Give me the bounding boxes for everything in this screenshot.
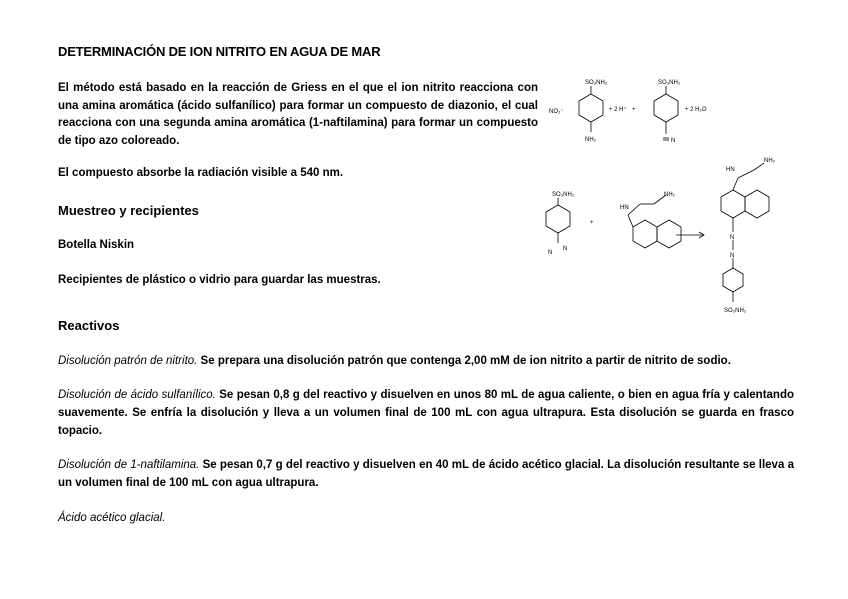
intro-paragraph: El método está basado en la reacción de Griess en el que el ion nitrito reacciona con una amina aromática (ácido sulfanílico) para formar un compuesto de diazonio, el cual reacciona con una segunda amina aromática (1-naftilamina) para formar un compuesto de tipo azo coloreado. — [58, 82, 538, 147]
reaction-scheme-coupling — [528, 150, 798, 320]
reagent-lead: Disolución patrón de nitrito. — [58, 355, 198, 367]
scheme-label: N — [730, 235, 735, 241]
reagent-lead: Disolución de 1-naftilamina. — [58, 459, 200, 471]
scheme-label: NH₂ — [664, 192, 675, 198]
scheme-label: N — [671, 138, 676, 144]
benzene-ring — [546, 205, 570, 233]
reagent-paragraph — [58, 386, 794, 440]
scheme-label: NH₂ — [764, 158, 775, 164]
scheme-label: SO₃NH₂ — [658, 80, 681, 86]
scheme-label: N — [563, 246, 568, 252]
scheme-label: + — [590, 220, 594, 226]
sampling-bottle: Botella Niskin — [58, 239, 135, 251]
benzene-ring — [579, 94, 603, 122]
reagent-paragraph — [58, 352, 794, 370]
naphthalene-ring — [745, 190, 769, 218]
scheme-label: SO₃NH₂ — [585, 80, 608, 86]
reagent-lead: Ácido acético glacial. — [58, 512, 166, 524]
scheme-label: SO₃NH₂ — [724, 308, 747, 314]
scheme-label: N — [548, 250, 553, 256]
reagent-lead: Disolución de ácido sulfanílico. — [58, 389, 216, 401]
scheme-label: N — [730, 253, 735, 259]
scheme-label: + 2 H₂O — [685, 107, 707, 113]
scheme-label: NH₂ — [585, 137, 596, 143]
naphthalene-ring — [633, 220, 657, 248]
reagent-text: Se pesan 0,7 g del reactivo y disuelven en 40 mL de ácido acético glacial. La disolución resultante se lleva a un volumen final de 100 mL con agua ultrapura. — [58, 459, 794, 489]
section-heading-reagents: Reactivos — [58, 318, 120, 333]
scheme-label: NO₂⁻ — [549, 109, 564, 115]
benzene-ring — [723, 268, 743, 292]
benzene-ring — [654, 94, 678, 122]
document-title: DETERMINACIÓN DE ION NITRITO EN AGUA DE MAR — [58, 44, 381, 59]
naphthalene-ring — [721, 190, 745, 218]
section-heading-sampling: Muestreo y recipientes — [58, 203, 199, 218]
scheme-label: HN — [620, 205, 629, 211]
reagent-paragraph — [58, 456, 794, 492]
scheme-label: + 2 H⁺ — [609, 107, 627, 113]
scheme-label: HN — [726, 167, 735, 173]
scheme-label: SO₃NH₂ — [552, 192, 575, 198]
scheme-label: + — [632, 107, 636, 113]
reagent-paragraph — [58, 509, 794, 527]
sampling-containers: Recipientes de plástico o vidrio para guardar las muestras. — [58, 274, 381, 286]
naphthalene-ring — [657, 220, 681, 248]
reagent-text: Se prepara una disolución patrón que contenga 2,00 mM de ion nitrito a partir de nitrito de sodio. — [197, 355, 731, 367]
reaction-scheme-diazotization — [545, 72, 730, 152]
reagent-text: Se pesan 0,8 g del reactivo y disuelven en unos 80 mL de agua caliente, o bien en agua fría y calentando suavemente. Se enfría la disolución y lleva a un volumen final de 100 mL con agua ultrapura. Esta disolución se guarda en frasco topacio. — [58, 389, 794, 437]
absorbance-note: El compuesto absorbe la radiación visible a 540 nm. — [58, 167, 344, 179]
